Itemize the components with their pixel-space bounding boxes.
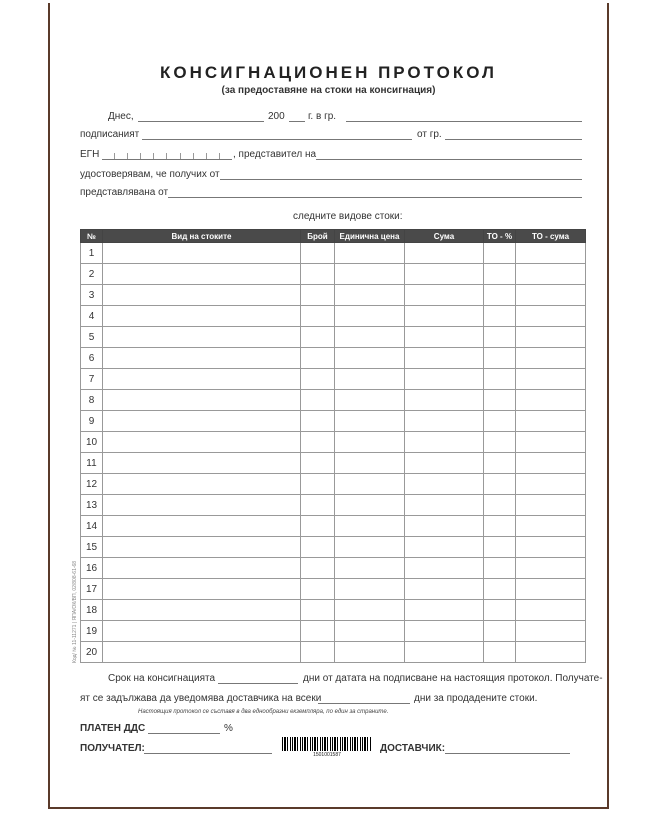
table-cell[interactable] xyxy=(103,600,301,621)
table-cell[interactable] xyxy=(301,453,335,474)
table-cell[interactable] xyxy=(405,474,484,495)
table-row xyxy=(81,474,586,495)
row-number: 4 xyxy=(81,306,103,327)
row-number: 10 xyxy=(81,432,103,453)
percent-sign: % xyxy=(224,723,233,734)
table-cell[interactable] xyxy=(335,642,405,663)
table-cell[interactable] xyxy=(335,516,405,537)
table-cell[interactable] xyxy=(516,453,586,474)
signatory-label: подписаният xyxy=(80,129,140,140)
table-cell[interactable] xyxy=(484,327,516,348)
table-cell[interactable] xyxy=(103,621,301,642)
notify-days-field[interactable] xyxy=(318,703,410,704)
table-cell[interactable] xyxy=(405,432,484,453)
table-cell[interactable] xyxy=(484,516,516,537)
table-cell[interactable] xyxy=(516,390,586,411)
table-cell[interactable] xyxy=(405,600,484,621)
table-cell[interactable] xyxy=(516,579,586,600)
vat-label: ПЛАТЕН ДДС xyxy=(80,723,146,734)
row-number: 12 xyxy=(81,474,103,495)
table-row xyxy=(81,516,586,537)
recipient-signature-field[interactable] xyxy=(144,753,272,754)
table-cell[interactable] xyxy=(103,285,301,306)
row-number: 19 xyxy=(81,621,103,642)
row-number: 5 xyxy=(81,327,103,348)
table-cell[interactable] xyxy=(301,390,335,411)
row-number: 11 xyxy=(81,453,103,474)
table-cell[interactable] xyxy=(484,600,516,621)
column-header: Брой xyxy=(301,230,335,243)
from-city-field[interactable] xyxy=(445,139,582,140)
table-row xyxy=(81,285,586,306)
table-cell[interactable] xyxy=(335,306,405,327)
table-cell[interactable] xyxy=(516,600,586,621)
table-cell[interactable] xyxy=(484,474,516,495)
year-label: 200 xyxy=(268,111,285,122)
table-cell[interactable] xyxy=(301,600,335,621)
table-cell[interactable] xyxy=(335,495,405,516)
column-header: Единична цена xyxy=(335,230,405,243)
table-cell[interactable] xyxy=(335,390,405,411)
table-cell[interactable] xyxy=(516,327,586,348)
table-cell[interactable] xyxy=(103,474,301,495)
table-cell[interactable] xyxy=(335,432,405,453)
table-cell[interactable] xyxy=(103,411,301,432)
table-row xyxy=(81,264,586,285)
table-cell[interactable] xyxy=(516,306,586,327)
table-cell[interactable] xyxy=(335,285,405,306)
copies-note: Настоящия протокол се съставя в два еднообразни екземпляра, по един за страните. xyxy=(138,709,389,715)
form-sheet xyxy=(48,3,609,809)
table-cell[interactable] xyxy=(484,432,516,453)
column-header: № xyxy=(81,230,103,243)
row-number: 1 xyxy=(81,243,103,264)
table-cell[interactable] xyxy=(405,453,484,474)
table-row xyxy=(81,558,586,579)
row-number: 14 xyxy=(81,516,103,537)
table-cell[interactable] xyxy=(335,558,405,579)
table-cell[interactable] xyxy=(516,537,586,558)
table-cell[interactable] xyxy=(301,642,335,663)
row-number: 16 xyxy=(81,558,103,579)
year-field[interactable] xyxy=(289,121,305,122)
table-cell[interactable] xyxy=(103,642,301,663)
table-cell[interactable] xyxy=(484,642,516,663)
table-row xyxy=(81,390,586,411)
table-cell[interactable] xyxy=(484,264,516,285)
row-number: 2 xyxy=(81,264,103,285)
table-cell[interactable] xyxy=(516,348,586,369)
table-cell[interactable] xyxy=(516,621,586,642)
table-cell[interactable] xyxy=(516,516,586,537)
table-row xyxy=(81,600,586,621)
table-cell[interactable] xyxy=(516,642,586,663)
table-cell[interactable] xyxy=(301,264,335,285)
table-row xyxy=(81,495,586,516)
row-number: 15 xyxy=(81,537,103,558)
recipient-label: ПОЛУЧАТЕЛ: xyxy=(80,743,145,754)
table-cell[interactable] xyxy=(335,537,405,558)
table-cell[interactable] xyxy=(103,453,301,474)
table-cell[interactable] xyxy=(103,243,301,264)
table-cell[interactable] xyxy=(516,432,586,453)
table-cell[interactable] xyxy=(484,348,516,369)
table-cell[interactable] xyxy=(405,327,484,348)
table-cell[interactable] xyxy=(103,348,301,369)
notify-label: ят се задължава да уведомява доставчика на всеки xyxy=(80,693,322,704)
represented-by-field[interactable] xyxy=(168,197,582,198)
table-cell[interactable] xyxy=(335,411,405,432)
table-cell[interactable] xyxy=(103,306,301,327)
table-cell[interactable] xyxy=(405,495,484,516)
represented-by-label: представлявана от xyxy=(80,187,169,198)
table-row xyxy=(81,306,586,327)
egn-field[interactable] xyxy=(102,153,232,160)
table-cell[interactable] xyxy=(103,390,301,411)
table-cell[interactable] xyxy=(103,495,301,516)
table-cell[interactable] xyxy=(301,621,335,642)
row-number: 8 xyxy=(81,390,103,411)
table-cell[interactable] xyxy=(301,558,335,579)
table-cell[interactable] xyxy=(103,327,301,348)
table-cell[interactable] xyxy=(484,537,516,558)
table-cell[interactable] xyxy=(301,474,335,495)
table-header xyxy=(81,230,586,243)
table-row xyxy=(81,243,586,264)
table-row xyxy=(81,369,586,390)
form-code: Код/ № 11-11271 | ЯПА/ОК/ВП, 02/808-61-68 xyxy=(72,560,78,663)
signatory-field[interactable] xyxy=(142,139,412,140)
goods-intro: следните видове стоки: xyxy=(293,211,403,222)
table-row xyxy=(81,432,586,453)
table-cell[interactable] xyxy=(484,243,516,264)
term-label: Срок на консигнацията xyxy=(108,673,216,684)
table-row xyxy=(81,348,586,369)
column-header: ТО - % xyxy=(484,230,516,243)
form-title: КОНСИГНАЦИОНЕН ПРОТОКОЛ xyxy=(160,63,497,82)
table-cell[interactable] xyxy=(335,453,405,474)
column-header: Сума xyxy=(405,230,484,243)
table-cell[interactable] xyxy=(301,369,335,390)
notify-text: дни за продадените стоки. xyxy=(414,693,538,704)
table-cell[interactable] xyxy=(516,264,586,285)
table-cell[interactable] xyxy=(516,558,586,579)
table-cell[interactable] xyxy=(103,516,301,537)
column-header: ТО - сума xyxy=(516,230,586,243)
table-row xyxy=(81,537,586,558)
table-cell[interactable] xyxy=(301,243,335,264)
table-cell[interactable] xyxy=(335,474,405,495)
supplier-signature-field[interactable] xyxy=(445,753,570,754)
row-number: 3 xyxy=(81,285,103,306)
table-cell[interactable] xyxy=(405,558,484,579)
table-cell[interactable] xyxy=(484,411,516,432)
table-cell[interactable] xyxy=(516,243,586,264)
table-cell[interactable] xyxy=(103,537,301,558)
table-cell[interactable] xyxy=(516,369,586,390)
table-cell[interactable] xyxy=(405,264,484,285)
table-cell[interactable] xyxy=(516,411,586,432)
date-field[interactable] xyxy=(138,121,264,122)
table-cell[interactable] xyxy=(484,369,516,390)
table-cell[interactable] xyxy=(301,285,335,306)
table-cell[interactable] xyxy=(405,642,484,663)
table-cell[interactable] xyxy=(484,285,516,306)
table-cell[interactable] xyxy=(405,579,484,600)
certify-label: удостоверявам, че получих от xyxy=(80,169,220,180)
table-cell[interactable] xyxy=(335,264,405,285)
table-cell[interactable] xyxy=(103,579,301,600)
table-cell[interactable] xyxy=(484,453,516,474)
table-cell[interactable] xyxy=(516,474,586,495)
supplier-label: ДОСТАВЧИК: xyxy=(380,743,446,754)
column-header: Вид на стоките xyxy=(103,230,301,243)
table-cell[interactable] xyxy=(103,369,301,390)
table-cell[interactable] xyxy=(335,600,405,621)
form-subtitle: (за предоставяне на стоки на консигнация) xyxy=(221,85,436,96)
table-cell[interactable] xyxy=(484,306,516,327)
from-city-label: от гр. xyxy=(417,129,442,140)
table-cell[interactable] xyxy=(405,306,484,327)
table-cell[interactable] xyxy=(405,537,484,558)
row-number: 9 xyxy=(81,411,103,432)
table-cell[interactable] xyxy=(484,495,516,516)
row-number: 6 xyxy=(81,348,103,369)
table-cell[interactable] xyxy=(516,285,586,306)
term-text: дни от датата на подписване на настоящия протокол. Получате- xyxy=(303,673,603,684)
table-cell[interactable] xyxy=(301,348,335,369)
table-cell[interactable] xyxy=(405,390,484,411)
table-cell[interactable] xyxy=(103,264,301,285)
table-cell[interactable] xyxy=(484,558,516,579)
table-cell[interactable] xyxy=(335,369,405,390)
table-row xyxy=(81,411,586,432)
representative-field[interactable] xyxy=(316,159,582,160)
row-number: 7 xyxy=(81,369,103,390)
row-number: 18 xyxy=(81,600,103,621)
received-from-field[interactable] xyxy=(220,179,582,180)
table-cell[interactable] xyxy=(405,411,484,432)
table-cell[interactable] xyxy=(335,579,405,600)
table-cell[interactable] xyxy=(301,579,335,600)
table-cell[interactable] xyxy=(484,390,516,411)
table-cell[interactable] xyxy=(103,432,301,453)
term-days-field[interactable] xyxy=(218,683,298,684)
table-cell[interactable] xyxy=(405,243,484,264)
table-cell[interactable] xyxy=(301,327,335,348)
row-number: 17 xyxy=(81,579,103,600)
table-row xyxy=(81,579,586,600)
table-row xyxy=(81,642,586,663)
table-cell[interactable] xyxy=(301,306,335,327)
table-cell[interactable] xyxy=(405,348,484,369)
table-cell[interactable] xyxy=(516,495,586,516)
table-cell[interactable] xyxy=(103,558,301,579)
vat-field[interactable] xyxy=(148,733,220,734)
table-row xyxy=(81,621,586,642)
table-cell[interactable] xyxy=(335,621,405,642)
row-number: 20 xyxy=(81,642,103,663)
table-cell[interactable] xyxy=(335,243,405,264)
representative-label: , представител на xyxy=(233,149,317,160)
barcode-number: 1501001587 xyxy=(313,752,341,758)
row-number: 13 xyxy=(81,495,103,516)
table-cell[interactable] xyxy=(301,495,335,516)
city-label: г. в гр. xyxy=(308,111,337,122)
table-row xyxy=(81,453,586,474)
table-row xyxy=(81,327,586,348)
table-cell[interactable] xyxy=(405,621,484,642)
table-cell[interactable] xyxy=(301,537,335,558)
table-cell[interactable] xyxy=(335,348,405,369)
city-field[interactable] xyxy=(346,121,582,122)
table-cell[interactable] xyxy=(405,285,484,306)
table-cell[interactable] xyxy=(484,579,516,600)
table-cell[interactable] xyxy=(301,432,335,453)
table-cell[interactable] xyxy=(301,516,335,537)
table-cell[interactable] xyxy=(301,411,335,432)
egn-label: ЕГН xyxy=(80,149,100,160)
table-cell[interactable] xyxy=(405,369,484,390)
table-cell[interactable] xyxy=(335,327,405,348)
table-cell[interactable] xyxy=(484,621,516,642)
today-label: Днес, xyxy=(108,111,134,122)
table-cell[interactable] xyxy=(405,516,484,537)
barcode xyxy=(282,737,372,751)
goods-table xyxy=(80,229,586,663)
